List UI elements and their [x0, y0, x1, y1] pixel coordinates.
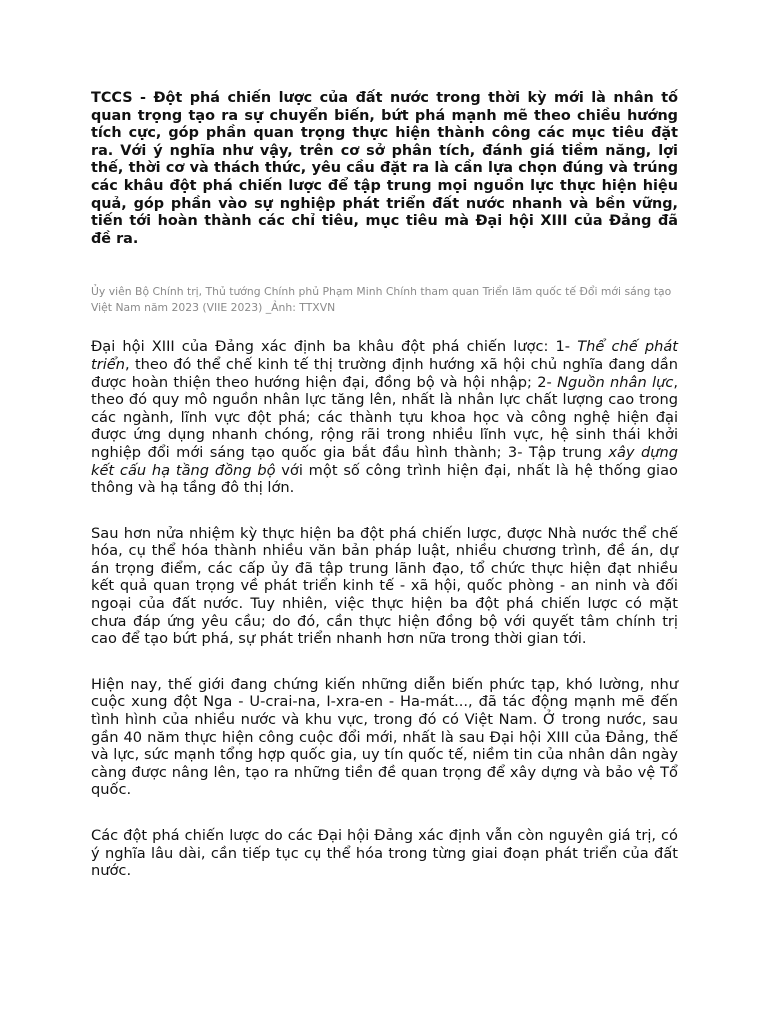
paragraph-conclusion: Các đột phá chiến lược do các Đại hội Đảng xác định vẫn còn nguyên giá trị, có ý nghĩa lâu dài, cần tiếp tục cụ thể hóa trong từng giai đoạn phát triển của đất nước.	[91, 827, 678, 880]
paragraph-text: , theo đó quy mô nguồn nhân lực tăng lên, nhất là nhân lực chất lượng cao trong các ngành, lĩnh vực đột phá; các thành tựu khoa học và công nghệ hiện đại được ứng dụng nhanh chóng, rộng rãi trong nhiều lĩnh vực, hệ sinh thái khởi nghiệp đổi mới sáng tạo quốc gia bắt đầu hình thành; 3- Tập trung	[91, 373, 679, 461]
article	[91, 90, 678, 880]
paragraph-context: Hiện nay, thế giới đang chứng kiến những diễn biến phức tạp, khó lường, như cuộc xung đột Nga - U-crai-na, I-xra-en - Ha-mát..., đã tác động mạnh mẽ đến tình hình của nhiều nước và khu vực, trong đó có Việt Nam. Ở trong nước, sau gần 40 năm thực hiện công cuộc đổi mới, nhất là sau Đại hội XIII của Đảng, thế và lực, sức mạnh tổng hợp quốc gia, uy tín quốc tế, niềm tin của nhân dân ngày càng được nâng lên, tạo ra những tiền đề quan trọng để xây dựng và bảo vệ Tổ quốc.	[91, 675, 678, 799]
emphasis-institutions: Thể chế phát triển	[91, 338, 679, 373]
emphasis-human-resources: Nguồn nhân lực	[557, 373, 674, 391]
paragraph-text: Đại hội XIII của Đảng xác định ba khâu đột phá chiến lược: 1-	[91, 338, 578, 356]
paragraph-text: với một số công trình hiện đại, nhất là hệ thống giao thông và hạ tầng đô thị lớn.	[91, 461, 678, 497]
paragraph-text: , theo đó thể chế kinh tế thị trường định hướng xã hội chủ nghĩa đang dần được hoàn thiện theo hướng hiện đại, đồng bộ và hội nhập; 2-	[91, 355, 678, 391]
emphasis-infrastructure: xây dựng kết cấu hạ tầng đồng bộ	[91, 443, 678, 479]
image-caption: Ủy viên Bộ Chính trị, Thủ tướng Chính phủ Phạm Minh Chính tham quan Triển lãm quốc tế Đổi mới sáng tạo Việt Nam năm 2023 (VIIE 2023) _Ảnh: TTXVN	[91, 285, 672, 314]
paragraph-results: Sau hơn nửa nhiệm kỳ thực hiện ba đột phá chiến lược, được Nhà nước thể chế hóa, cụ thể hóa thành nhiều văn bản pháp luật, nhiều chương trình, đề án, dự án trọng điểm, các cấp ủy đã tập trung lãnh đạo, tổ chức thực hiện đạt nhiều kết quả quan trọng về phát triển kinh tế - xã hội, quốc phòng - an ninh và đối ngoại của đất nước. Tuy nhiên, việc thực hiện ba đột phá chiến lược có mặt chưa đáp ứng yêu cầu; do đó, cần thực hiện đồng bộ với quyết tâm chính trị cao để tạo bứt phá, sự phát triển nhanh hơn nữa trong thời gian tới.	[91, 524, 678, 648]
paragraph-breakthroughs	[91, 338, 678, 496]
article-lead: TCCS - Đột phá chiến lược của đất nước trong thời kỳ mới là nhân tố quan trọng tạo ra sự chuyển biến, bứt phá mạnh mẽ theo chiều hướng tích cực, góp phần quan trọng thực hiện thành công các mục tiêu đặt ra. Với ý nghĩa như vậy, trên cơ sở phân tích, đánh giá tiềm năng, lợi thế, thời cơ và thách thức, yêu cầu đặt ra là cần lựa chọn đúng và trúng các khâu đột phá chiến lược để tập trung mọi nguồn lực thực hiện hiệu quả, góp phần vào sự nghiệp phát triển đất nước nhanh và bền vững, tiến tới hoàn thành các chỉ tiêu, mục tiêu mà Đại hội XIII của Đảng đã đề ra.	[91, 90, 678, 247]
